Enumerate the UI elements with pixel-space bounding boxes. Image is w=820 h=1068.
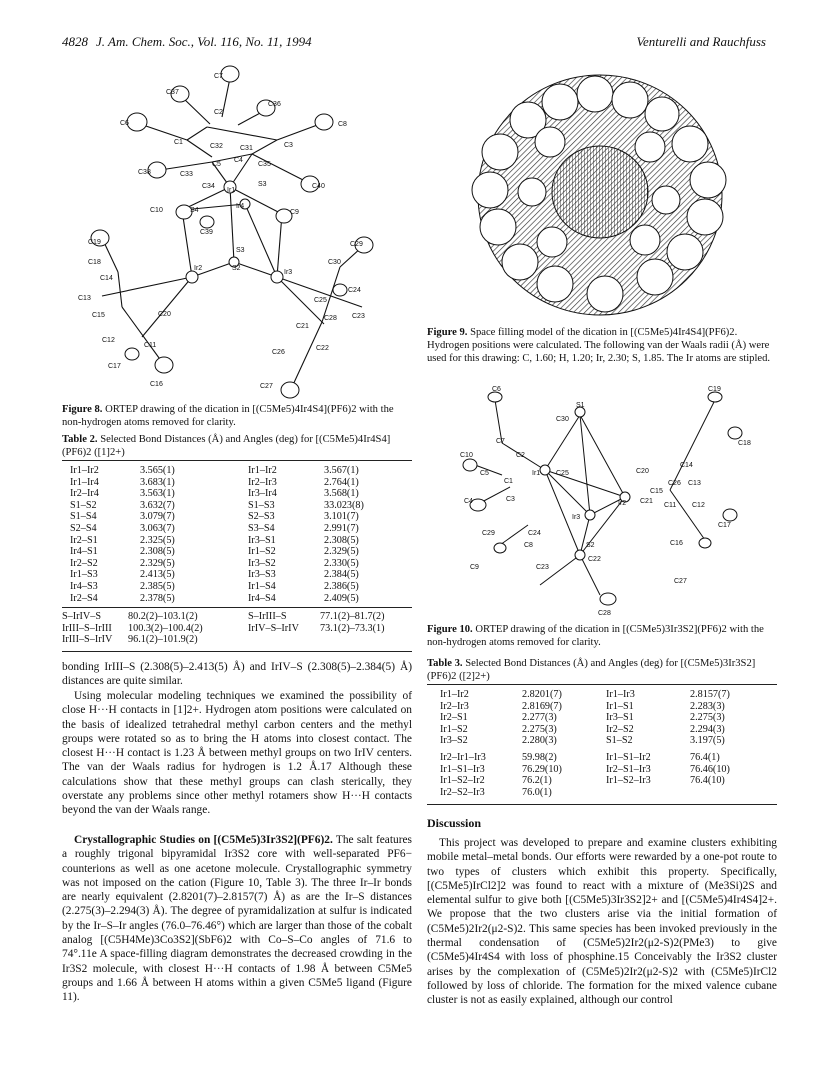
table-cell: S1–S2 <box>70 499 97 511</box>
journal-citation: J. Am. Chem. Soc., Vol. 116, No. 11, 1994 <box>96 34 312 49</box>
table-row <box>440 775 777 787</box>
svg-text:C11: C11 <box>664 502 677 509</box>
table-3-title-text: Selected Bond Distances (Å) and Angles (deg) for [(C5Me5)3Ir3S2](PF6)2 ([2]2+) <box>427 658 756 682</box>
svg-text:C14: C14 <box>680 462 693 469</box>
table-cell: 3.101(7) <box>324 511 359 523</box>
svg-text:C7: C7 <box>496 438 505 445</box>
table-cell: 33.023(8) <box>324 499 364 511</box>
table-cell: Ir1–S2 <box>248 546 276 558</box>
svg-text:C15: C15 <box>650 488 663 495</box>
svg-text:S2: S2 <box>586 542 595 549</box>
svg-text:C24: C24 <box>528 530 541 537</box>
table-row <box>70 569 410 581</box>
table-cell: Ir3–S1 <box>606 712 634 724</box>
table-cell: 2.275(3) <box>690 712 725 724</box>
svg-text:C10: C10 <box>150 207 163 214</box>
svg-text:C4: C4 <box>464 498 473 505</box>
table-cell: IrIII–S–IrIV <box>62 634 113 646</box>
svg-text:S1: S1 <box>576 402 585 409</box>
svg-text:C19: C19 <box>708 386 721 393</box>
svg-text:C28: C28 <box>598 610 611 615</box>
table-cell: Ir2–S2 <box>606 723 634 735</box>
table-cell: 77.1(2)–81.7(2) <box>320 611 385 622</box>
table-row <box>62 623 412 635</box>
table-cell: 3.563(1) <box>140 488 175 500</box>
running-authors: Venturelli and Rauchfuss <box>636 34 766 49</box>
table-row <box>70 593 410 605</box>
table-row <box>70 581 410 593</box>
table-cell: 2.385(5) <box>140 580 175 592</box>
svg-text:C34: C34 <box>202 183 215 190</box>
table-cell: 3.565(1) <box>140 465 175 476</box>
svg-text:C31: C31 <box>240 145 253 152</box>
svg-text:C13: C13 <box>688 480 701 487</box>
table-cell: 76.46(10) <box>690 763 730 775</box>
table-2-bottom-rule <box>62 651 412 652</box>
table-row <box>62 634 412 646</box>
paragraph-bonding: bonding IrIII–S (2.308(5)–2.413(5) Å) and IrIV–S (2.308(5)–2.384(5) Å) distances are quite similar. <box>62 661 412 688</box>
figure-8-caption <box>62 403 412 429</box>
table-cell: 76.29(10) <box>522 763 562 775</box>
figure-8-ortep-drawing <box>62 62 417 400</box>
table-2-top-rule <box>62 460 412 461</box>
table-row <box>440 752 777 764</box>
svg-text:C23: C23 <box>352 313 365 320</box>
table-cell: Ir2–Ir3 <box>440 700 469 712</box>
svg-text:C29: C29 <box>482 530 495 537</box>
svg-text:S4: S4 <box>190 207 199 214</box>
table-cell: S2–S3 <box>248 511 275 523</box>
svg-text:C3: C3 <box>284 142 293 149</box>
table-cell: Ir3–S3 <box>248 569 276 581</box>
page-number: 4828 <box>62 34 88 49</box>
table-cell: 100.3(2)–100.4(2) <box>128 622 203 634</box>
table-3-distances <box>440 689 777 747</box>
table-cell: Ir2–S1 <box>70 534 98 546</box>
svg-text:C1: C1 <box>174 139 183 146</box>
figure-9-caption-label: Figure 9. <box>427 327 468 338</box>
svg-text:C29: C29 <box>350 241 363 248</box>
svg-text:C5: C5 <box>480 470 489 477</box>
table-row <box>70 511 410 523</box>
svg-text:C14: C14 <box>100 275 113 282</box>
figure-8-caption-label: Figure 8. <box>62 404 103 415</box>
table-2-angles <box>62 611 412 646</box>
table-cell: Ir1–S2–Ir3 <box>606 775 651 787</box>
table-cell: 2.764(1) <box>324 476 359 488</box>
table-cell: Ir1–Ir4 <box>70 476 99 488</box>
table-cell: 3.632(7) <box>140 499 175 511</box>
table-row <box>70 488 410 500</box>
table-cell: 3.063(7) <box>140 522 175 534</box>
table-cell: S–IrIII–S <box>248 611 287 622</box>
table-cell: Ir1–Ir2 <box>70 465 99 476</box>
table-cell: 2.275(3) <box>522 723 557 735</box>
paragraph-discussion: This project was developed to prepare and examine clusters exhibiting mobile metal–metal bonds. Our efforts were rewarded by a one-pot route to two types of clusters which exhibit this property. Specifically, [(C5Me5)IrCl2]2 was found to react with a mixture of (Me3Si)2S and elemental sulfur to give both [(C5Me5)3Ir3S2]2+ and [(C5Me5)4Ir4S4]2+. We propose that the two clusters arise via the initial formation of (C5Me5)2Ir2(μ2-S)2. This same species has been invoked previously in the thermal condensation of (C5Me5)2Ir2(μ2-S)2(PMe3) to give (C5Me5)4Ir4S4 with loss of phosphine.15 Conceivably the Ir3S2 cluster arises by the complexation of (C5Me5)2Ir2(μ2-S)2 with (C5Me5)IrCl2 followed by loss of chloride. The formation for the mixed valence cubane cluster is not as easily explained, although our control <box>427 837 777 1007</box>
svg-text:C20: C20 <box>636 468 649 475</box>
svg-text:C27: C27 <box>260 383 273 390</box>
figure-10-ortep-drawing <box>440 385 775 615</box>
table-cell: 2.325(5) <box>140 534 175 546</box>
table-cell: 2.308(5) <box>324 534 359 546</box>
table-cell: 2.308(5) <box>140 546 175 558</box>
svg-text:C19: C19 <box>88 239 101 246</box>
table-cell: 3.568(1) <box>324 488 359 500</box>
svg-text:C10: C10 <box>460 452 473 459</box>
table-cell: 2.294(3) <box>690 723 725 735</box>
table-row <box>70 546 410 558</box>
svg-text:C11: C11 <box>144 342 157 349</box>
svg-text:C22: C22 <box>588 556 601 563</box>
table-cell: 3.567(1) <box>324 465 359 476</box>
svg-text:C17: C17 <box>718 522 731 529</box>
svg-text:C21: C21 <box>296 323 309 330</box>
table-cell: S1–S2 <box>606 735 633 747</box>
svg-text:C7: C7 <box>214 73 223 80</box>
figure-9-space-filling-model <box>440 72 760 318</box>
table-cell: Ir1–S3 <box>70 569 98 581</box>
svg-text:C30: C30 <box>328 259 341 266</box>
table-cell: Ir2–S2 <box>70 557 98 569</box>
table-cell <box>690 787 777 799</box>
table-cell: Ir3–S2 <box>248 557 276 569</box>
svg-text:C26: C26 <box>668 480 681 487</box>
table-cell: 3.197(5) <box>690 735 725 747</box>
svg-text:C2: C2 <box>516 452 525 459</box>
svg-text:C26: C26 <box>272 349 285 356</box>
svg-text:C5: C5 <box>212 161 221 168</box>
table-2-mid-rule <box>62 607 412 608</box>
table-2-title-text: Selected Bond Distances (Å) and Angles (deg) for [(C5Me5)4Ir4S4](PF6)2 ([1]2+) <box>62 434 391 458</box>
table-cell: 2.8201(7) <box>522 689 562 700</box>
table-3-top-rule <box>427 684 777 685</box>
svg-text:C37: C37 <box>166 89 179 96</box>
table-row <box>62 611 412 623</box>
svg-text:Ir3: Ir3 <box>284 269 293 276</box>
table-row <box>70 523 410 535</box>
table-cell: Ir1–Ir2 <box>248 465 277 476</box>
table-cell: 2.329(5) <box>140 557 175 569</box>
figure-9-caption-text: Space filling model of the dication in [(C5Me5)4Ir4S4](PF6)2. Hydrogen positions were calculated. The following van der Waals radii (Å) were used for this drawing: C, 1.60; H, 1.20; Ir, 2.30; S, 1.85. The Ir atoms are stipled. <box>427 327 771 364</box>
svg-text:C15: C15 <box>92 312 105 319</box>
figure-10-caption-label: Figure 10. <box>427 624 473 635</box>
table-cell: 2.991(7) <box>324 522 359 534</box>
table-cell: S–IrIV–S <box>62 611 102 622</box>
svg-text:C24: C24 <box>348 287 361 294</box>
svg-text:C12: C12 <box>102 337 115 344</box>
table-cell: Ir1–S2 <box>440 723 468 735</box>
table-cell: 2.8169(7) <box>522 700 562 712</box>
figure-9-caption <box>427 326 777 365</box>
svg-text:S2: S2 <box>232 265 241 272</box>
table-3-title-label: Table 3. <box>427 658 463 669</box>
table-cell: Ir4–S1 <box>70 546 98 558</box>
table-cell: 2.330(5) <box>324 557 359 569</box>
table-cell: IrIV–S–IrIV <box>248 622 299 634</box>
svg-text:C17: C17 <box>108 363 121 370</box>
table-row <box>440 701 777 713</box>
table-cell: 76.4(1) <box>690 752 720 763</box>
svg-text:Ir1: Ir1 <box>227 187 236 194</box>
svg-text:Ir2: Ir2 <box>618 500 627 507</box>
svg-text:C25: C25 <box>556 470 569 477</box>
table-cell: Ir2–S2–Ir3 <box>440 786 485 798</box>
table-cell: S3–S4 <box>248 522 275 534</box>
table-cell: 2.280(3) <box>522 735 557 747</box>
table-row <box>440 787 777 799</box>
paragraph-crystallographic-body: The salt features a roughly trigonal bipyramidal Ir3S2 core with well-separated PF6− counterions as well as one acetone molecule. Crystallographic symmetry was not imposed on the cation (Figure 10, Table 3). The three Ir–Ir bonds are nearly equivalent (2.8201(7)–2.8157(7) Å) as are the Ir–S distances (2.275(3)–2.294(3) Å). The degree of pyramidalization at sulfur is indicated by the Ir–S–Ir angles (76.0–76.46°) which are larger than those of the cobalt analog [(C5H4Me)3Co3S2](SbF6)2 with Co–S–Co angles of 71.6 to 74°.11e A space-filling diagram demonstrates the decreased crowding in the Ir3S2 molecule, with closest H···H contacts of 1.98 Å between C5Me5 groups and 1.66 Å between H atoms within a given C5Me5 ligand (Figure 11). <box>62 834 412 1004</box>
svg-text:C33: C33 <box>180 171 193 178</box>
table-cell: Ir2–S4 <box>70 592 98 604</box>
table-cell: Ir4–S4 <box>248 592 276 604</box>
svg-text:C36: C36 <box>268 101 281 108</box>
table-cell: Ir2–Ir3 <box>248 476 277 488</box>
table-cell: 2.277(3) <box>522 712 557 724</box>
table-cell: 2.283(3) <box>690 700 725 712</box>
table-cell: Ir2–S1 <box>440 712 468 724</box>
svg-text:C35: C35 <box>258 161 271 168</box>
svg-text:C39: C39 <box>200 229 213 236</box>
table-cell: 3.683(1) <box>140 476 175 488</box>
table-cell: Ir2–S1–Ir3 <box>606 763 651 775</box>
table-cell: 76.2(1) <box>522 775 552 787</box>
table-cell: Ir3–S1 <box>248 534 276 546</box>
svg-text:C16: C16 <box>150 381 163 388</box>
table-cell: S1–S4 <box>70 511 97 523</box>
figure-10-caption <box>427 623 777 649</box>
table-cell: 96.1(2)–101.9(2) <box>128 634 198 646</box>
table-cell: Ir1–Ir3 <box>606 689 635 700</box>
svg-text:Ir2: Ir2 <box>194 265 203 272</box>
svg-text:C8: C8 <box>338 121 347 128</box>
table-row <box>70 465 410 477</box>
table-cell <box>320 634 412 646</box>
svg-text:C23: C23 <box>536 564 549 571</box>
table-cell: Ir3–S2 <box>440 735 468 747</box>
svg-text:Ir1: Ir1 <box>532 470 541 477</box>
svg-text:C28: C28 <box>324 315 337 322</box>
table-row <box>70 477 410 489</box>
svg-text:C21: C21 <box>640 498 653 505</box>
table-cell: 2.378(5) <box>140 592 175 604</box>
table-cell <box>606 787 690 799</box>
svg-text:C3: C3 <box>506 496 515 503</box>
table-cell: Ir1–S1 <box>606 700 634 712</box>
table-cell: Ir1–S4 <box>248 580 276 592</box>
table-3-title <box>427 657 777 683</box>
figure-8-caption-text: ORTEP drawing of the dication in [(C5Me5)4Ir4S4](PF6)2 with the non-hydrogen atoms removed for clarity. <box>62 404 394 428</box>
svg-text:S3: S3 <box>258 181 267 188</box>
svg-text:C1: C1 <box>504 478 513 485</box>
table-cell: Ir2–Ir4 <box>70 488 99 500</box>
section-subtitle: Crystallographic Studies on [(C5Me5)3Ir3S2](PF6)2. <box>74 834 333 846</box>
svg-text:Ir4: Ir4 <box>236 203 245 210</box>
svg-text:C6: C6 <box>120 120 129 127</box>
svg-text:C27: C27 <box>674 578 687 585</box>
table-row <box>440 735 777 747</box>
table-cell: Ir1–S2–Ir2 <box>440 775 485 787</box>
svg-text:C16: C16 <box>670 540 683 547</box>
table-cell: 76.4(10) <box>690 775 725 787</box>
table-cell: 2.413(5) <box>140 569 175 581</box>
table-cell: Ir1–S1–Ir3 <box>440 763 485 775</box>
table-cell: Ir2–Ir1–Ir3 <box>440 752 486 763</box>
table-cell: Ir1–Ir2 <box>440 689 469 700</box>
table-row <box>440 689 777 701</box>
table-cell <box>248 634 320 646</box>
table-cell: 2.384(5) <box>324 569 359 581</box>
table-cell: 73.1(2)–73.3(1) <box>320 622 385 634</box>
svg-text:Ir3: Ir3 <box>572 514 581 521</box>
svg-text:C18: C18 <box>738 440 751 447</box>
table-cell: 80.2(2)–103.1(2) <box>128 611 198 622</box>
paragraph-molecular-modeling: Using molecular modeling techniques we examined the possibility of close H···H contacts in [1]2+. Hydrogen atom positions were calculated on the basis of idealized tetrahedral methyl carbon centers and the methyl groups were rotated so as to bring the H atoms into closest contact. The closest H···H contact is 1.23 Å between methyl groups on two IrIV centers. The van der Waals radius for hydrogen is 1.2 Å.17 Although these calculations show that these methyl groups can clash sterically, they overstate any problems since other methyl rotamers show H···H contacts beyond the van der Waals range. <box>62 690 412 817</box>
table-cell: S1–S3 <box>248 499 275 511</box>
svg-text:C18: C18 <box>88 259 101 266</box>
table-cell: 76.0(1) <box>522 786 552 798</box>
svg-text:C9: C9 <box>290 209 299 216</box>
table-2-title <box>62 433 412 459</box>
table-cell: 59.98(2) <box>522 752 557 763</box>
table-row <box>440 724 777 736</box>
svg-text:C22: C22 <box>316 345 329 352</box>
svg-text:C38: C38 <box>138 169 151 176</box>
svg-text:C40: C40 <box>312 183 325 190</box>
table-row <box>70 500 410 512</box>
svg-text:C6: C6 <box>492 386 501 393</box>
svg-text:C8: C8 <box>524 542 533 549</box>
paragraph-crystallographic-studies <box>62 833 412 1005</box>
svg-text:S3: S3 <box>236 247 245 254</box>
table-2-distances <box>70 465 410 604</box>
table-cell: Ir1–S1–Ir2 <box>606 752 651 763</box>
svg-text:C25: C25 <box>314 297 327 304</box>
table-cell: 2.329(5) <box>324 546 359 558</box>
table-cell: 2.409(5) <box>324 592 359 604</box>
table-row <box>70 558 410 570</box>
table-row <box>440 712 777 724</box>
table-row <box>440 764 777 776</box>
table-cell: IrIII–S–IrIII <box>62 622 112 634</box>
figure-10-caption-text: ORTEP drawing of the dication in [(C5Me5)3Ir3S2](PF6)2 with the non-hydrogen atoms removed for clarity. <box>427 624 764 648</box>
table-cell: 2.8157(7) <box>690 689 730 700</box>
table-row <box>70 535 410 547</box>
svg-text:C13: C13 <box>78 295 91 302</box>
svg-text:C4: C4 <box>234 157 243 164</box>
svg-text:C9: C9 <box>470 564 479 571</box>
table-cell: 2.386(5) <box>324 580 359 592</box>
svg-text:C30: C30 <box>556 416 569 423</box>
svg-text:C20: C20 <box>158 311 171 318</box>
table-3-angles <box>440 752 777 798</box>
svg-text:C12: C12 <box>692 502 705 509</box>
table-cell: Ir4–S3 <box>70 580 98 592</box>
svg-text:C2: C2 <box>214 109 223 116</box>
table-cell: Ir3–Ir4 <box>248 488 277 500</box>
table-3-bottom-rule <box>427 804 777 805</box>
table-2-title-label: Table 2. <box>62 434 98 445</box>
svg-text:C32: C32 <box>210 143 223 150</box>
discussion-heading: Discussion <box>427 816 482 830</box>
table-cell: 3.079(7) <box>140 511 175 523</box>
table-cell: S2–S4 <box>70 522 97 534</box>
